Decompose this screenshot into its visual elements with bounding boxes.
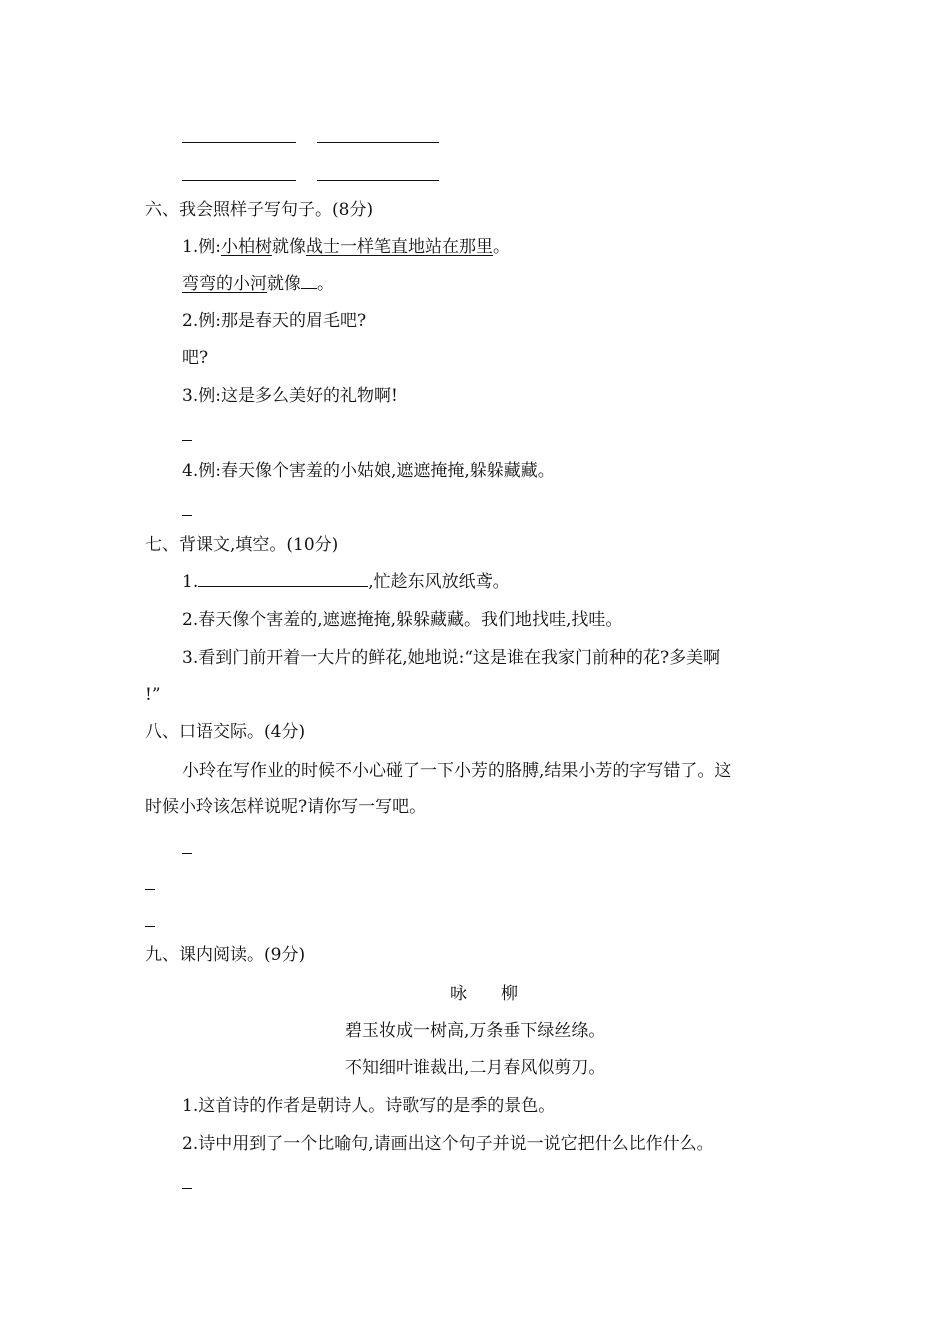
section8-para-line1: 小玲在写作业的时候不小心碰了一下小芳的胳膊,结果小芳的字写错了。这: [182, 761, 732, 781]
poem-line-2: 不知细叶谁裁出,二月春风似剪刀。: [345, 1058, 606, 1078]
section7-q3-line1: 3.看到门前开着一大片的鲜花,她地说:“这是谁在我家门前种的花?多美啊: [182, 648, 721, 668]
section8-answer-blank-3[interactable]: [145, 926, 155, 927]
section9-title: 九、课内阅读。(9分): [145, 945, 306, 965]
section6-q4-answer-blank[interactable]: [182, 515, 192, 516]
section6-q1-answer: [182, 273, 334, 295]
section6-q1-subject: 小柏树: [220, 237, 272, 257]
section7-q1: [182, 571, 510, 593]
section6-q1-middle: 就像: [271, 237, 306, 257]
section6-q3: 3.例:这是多么美好的礼物啊!: [182, 386, 398, 406]
section6-q1-answer-middle: 就像: [267, 274, 301, 294]
section6-q1-answer-subject: 弯弯的小河: [182, 274, 267, 294]
section6-q1-answer-end: 。: [317, 274, 334, 294]
answer-blank-1[interactable]: [182, 142, 296, 143]
section6-q4: 4.例:春天像个害羞的小姑娘,遮遮掩掩,躲躲藏藏。: [182, 461, 555, 481]
section6-q2-answer: 吧?: [182, 348, 209, 368]
section6-q1: [182, 236, 510, 258]
section9-q2: 2.诗中用到了一个比喻句,请画出这个句子并说一说它把什么比作什么。: [182, 1134, 714, 1154]
section9-q2-answer-blank[interactable]: [182, 1188, 192, 1189]
section8-title: 八、口语交际。(4分): [145, 722, 306, 742]
section6-q1-answer-blank[interactable]: [301, 274, 317, 289]
section6-q1-end: 。: [492, 237, 510, 257]
section7-q1-suffix: ,忙趁东风放纸鸢。: [368, 572, 510, 592]
answer-blank-3[interactable]: [182, 180, 296, 181]
section7-q2: 2.春天像个害羞的,遮遮掩掩,躲躲藏藏。我们地找哇,找哇。: [182, 610, 623, 630]
section8-answer-blank-1[interactable]: [182, 853, 192, 854]
poem-line-1: 碧玉妆成一树高,万条垂下绿丝绦。: [345, 1021, 606, 1041]
answer-blank-4[interactable]: [317, 180, 439, 181]
section8-para-line2: 时候小玲该怎样说呢?请你写一写吧。: [145, 797, 427, 817]
section6-q1-prefix: 1.例:: [182, 237, 221, 257]
section8-answer-blank-2[interactable]: [145, 889, 155, 890]
answer-blank-2[interactable]: [317, 142, 439, 143]
section6-q2: 2.例:那是春天的眉毛吧?: [182, 311, 367, 331]
poem-title: 咏 柳: [450, 984, 518, 1004]
section7-q1-blank[interactable]: [198, 572, 368, 587]
section6-q3-answer-blank[interactable]: [182, 440, 192, 441]
section9-q1: 1.这首诗的作者是朝诗人。诗歌写的是季的景色。: [182, 1096, 556, 1116]
section7-title: 七、背课文,填空。(10分): [145, 535, 339, 555]
section7-q3-line2: !”: [145, 685, 161, 705]
section7-q1-prefix: 1.: [182, 572, 199, 592]
section6-q1-compare: 战士一样笔直地站在那里: [305, 237, 493, 257]
section6-title: 六、我会照样子写句子。(8分): [145, 200, 374, 220]
